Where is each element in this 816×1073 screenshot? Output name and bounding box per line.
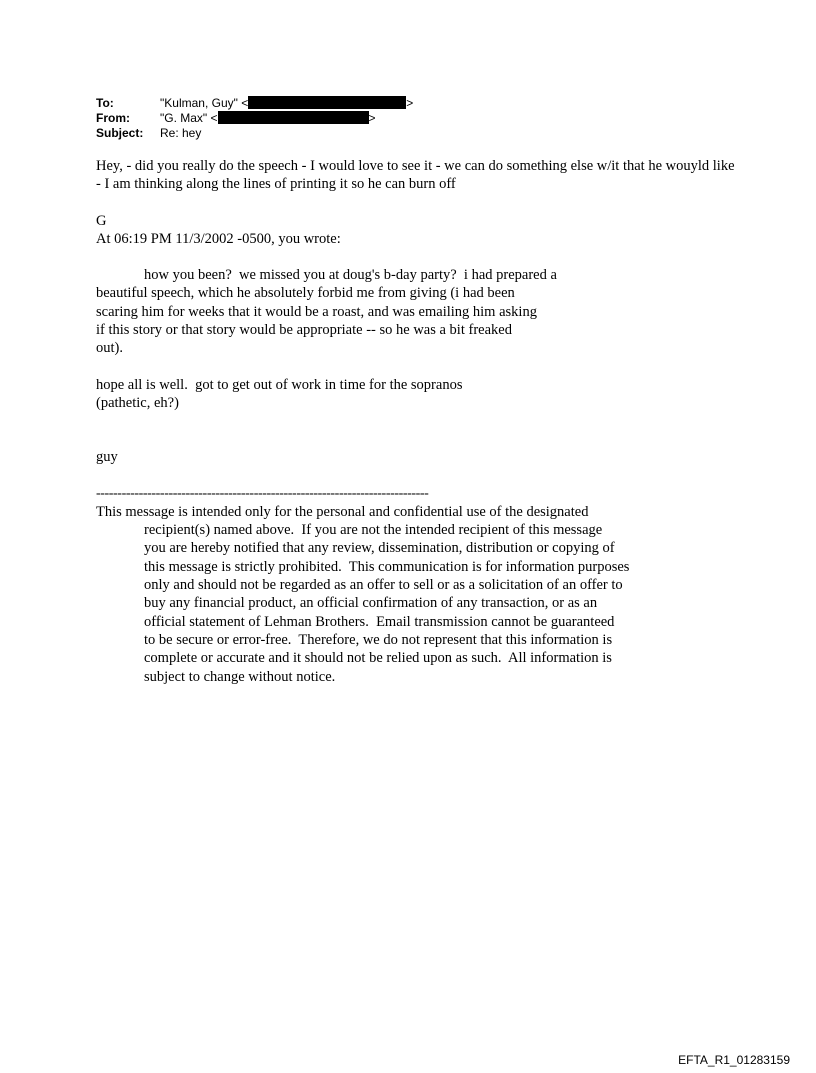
from-row — [96, 111, 413, 126]
document-id: EFTA_R1_01283159 — [678, 1053, 790, 1067]
quoted-signature: guy — [96, 449, 118, 466]
redaction-block — [218, 111, 369, 124]
from-value: "G. Max" < > — [160, 111, 376, 125]
subject-value: Re: hey — [160, 126, 202, 140]
subject-label: Subject: — [96, 126, 144, 140]
to-label: To: — [96, 96, 114, 110]
reply-text: Hey, - did you really do the speech - I would love to see it - we can do something else w/it that he wouyld like - I am thinking along the lines of printing it so he can burn off — [96, 158, 739, 193]
email-body — [96, 157, 739, 686]
quoted-paragraph: hope all is well. got to get out of work in time for the sopranos (pathetic, eh?) — [96, 376, 463, 411]
divider: ------------------------------------------------------------------------------ — [96, 485, 429, 501]
disclaimer: This message is intended only for the personal and confidential use of the designated recipient(s) named above. If you are not the intended recipient of this message you are hereby notified that any review, dissemination, distribution or copying of this message is strictly prohibited. This communication is for information purposes only and should not be regarded as an offer to sell or as a solicitation of an offer to buy any financial product, an official confirmation of any transaction, or as an official statement of Lehman Brothers. Email transmission cannot be guaranteed to be secure or error-free. Therefore, we do not represent that this information is complete or accurate and it should not be relied upon as such. All information is subject to change without notice. — [96, 503, 630, 685]
email-header — [96, 96, 413, 141]
quote-intro: At 06:19 PM 11/3/2002 -0500, you wrote: — [96, 230, 341, 247]
signoff: G — [96, 212, 107, 229]
from-label: From: — [96, 111, 130, 125]
quoted-paragraph: how you been? we missed you at doug's b-day party? i had prepared a beautiful speech, which he absolutely forbid me from giving (i had been scaring him for weeks that it would be a roast, and was emailing him asking if this story or that story would be appropriate -- so he was a bit freaked out). — [96, 267, 557, 357]
to-value: "Kulman, Guy" < > — [160, 96, 414, 110]
redaction-block — [248, 96, 406, 109]
to-row — [96, 96, 413, 111]
subject-row — [96, 126, 413, 141]
